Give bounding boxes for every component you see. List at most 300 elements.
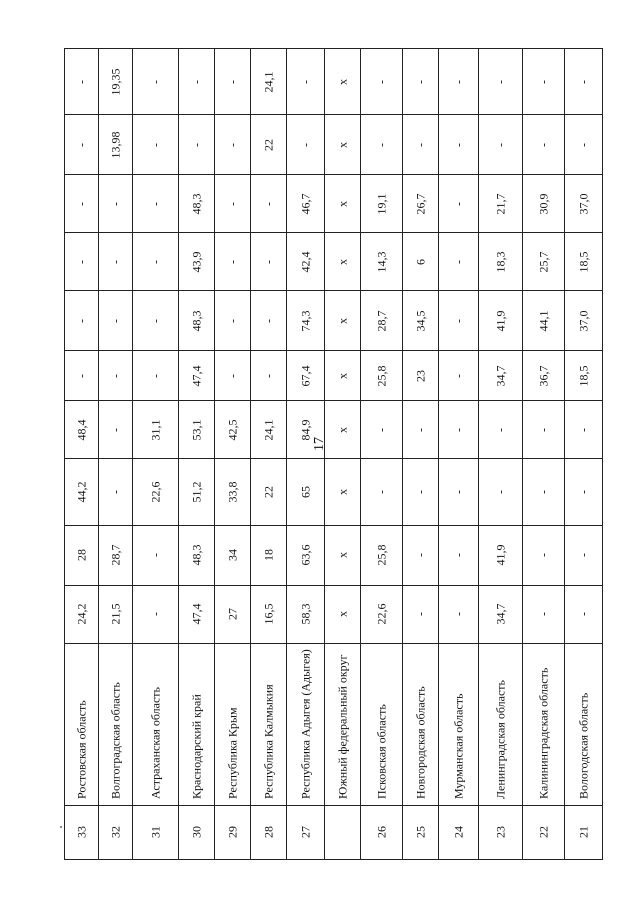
value-text: 65 <box>298 485 312 498</box>
value-cell <box>179 233 215 291</box>
value-cell <box>403 459 439 525</box>
value-cell <box>479 459 523 525</box>
region-name-cell <box>251 643 287 805</box>
value-text: - <box>108 427 122 432</box>
row-number: 33 <box>74 826 88 839</box>
row-number-cell <box>565 805 603 859</box>
value-text: - <box>374 142 388 147</box>
value-text: 37,0 <box>576 310 590 332</box>
value-text: 22,6 <box>374 603 388 625</box>
value-text: 24,2 <box>74 603 88 625</box>
value-text: 14,3 <box>374 251 388 273</box>
value-cell <box>287 351 325 401</box>
value-text: - <box>493 489 507 494</box>
value-cell <box>523 401 565 459</box>
region-name: Астраханская область <box>148 687 162 800</box>
value-text: - <box>451 612 465 617</box>
value-text: - <box>576 79 590 84</box>
value-text: - <box>108 373 122 378</box>
value-cell <box>479 291 523 351</box>
value-cell <box>287 115 325 175</box>
value-cell <box>479 525 523 585</box>
value-text: 25,7 <box>536 251 550 273</box>
table-row <box>65 49 603 115</box>
value-text: - <box>413 612 427 617</box>
value-text: - <box>451 318 465 323</box>
value-cell <box>99 585 133 643</box>
value-cell <box>403 585 439 643</box>
value-cell <box>439 525 479 585</box>
value-cell <box>325 401 361 459</box>
value-cell <box>215 49 251 115</box>
value-cell <box>179 401 215 459</box>
value-text: 48,4 <box>74 419 88 441</box>
value-text: 42,4 <box>298 251 312 273</box>
value-text: х <box>335 488 349 495</box>
row-number: 28 <box>261 826 275 839</box>
value-text: - <box>225 79 239 84</box>
value-text: 48,3 <box>189 310 203 332</box>
value-text: - <box>108 318 122 323</box>
value-cell <box>179 115 215 175</box>
page-number: 17 <box>312 437 327 451</box>
value-cell <box>439 585 479 643</box>
value-cell <box>179 525 215 585</box>
value-cell <box>99 351 133 401</box>
region-name-cell <box>361 643 403 805</box>
region-name: Псковская область <box>374 704 388 800</box>
value-text: - <box>148 318 162 323</box>
value-cell <box>133 525 179 585</box>
value-text: - <box>576 612 590 617</box>
value-cell <box>325 351 361 401</box>
table-row <box>65 291 603 351</box>
value-cell <box>479 351 523 401</box>
value-cell <box>565 585 603 643</box>
table-row <box>65 585 603 643</box>
row-number-cell <box>361 805 403 859</box>
value-cell <box>251 175 287 233</box>
value-cell <box>403 401 439 459</box>
value-text: 18,5 <box>576 365 590 387</box>
value-cell <box>99 459 133 525</box>
data-table-container <box>64 48 590 860</box>
value-cell <box>403 351 439 401</box>
value-cell <box>251 459 287 525</box>
value-text: - <box>451 427 465 432</box>
region-name-cell <box>479 643 523 805</box>
value-cell <box>65 49 99 115</box>
value-cell <box>215 233 251 291</box>
value-cell <box>215 525 251 585</box>
value-text: - <box>451 259 465 264</box>
value-text: 24,1 <box>261 419 275 441</box>
value-text: х <box>335 141 349 148</box>
value-text: 31,1 <box>148 419 162 441</box>
value-cell <box>403 175 439 233</box>
table-row <box>65 525 603 585</box>
value-cell <box>251 49 287 115</box>
value-cell <box>251 351 287 401</box>
value-text: 24,1 <box>261 71 275 93</box>
value-cell <box>215 351 251 401</box>
table-row <box>65 115 603 175</box>
value-text: 63,6 <box>298 544 312 566</box>
value-cell <box>325 291 361 351</box>
value-text: - <box>261 318 275 323</box>
value-cell <box>523 233 565 291</box>
value-cell <box>65 351 99 401</box>
value-text: - <box>451 142 465 147</box>
value-cell <box>215 585 251 643</box>
row-number-cell <box>403 805 439 859</box>
table-row <box>65 805 603 859</box>
value-cell <box>439 401 479 459</box>
value-cell <box>179 585 215 643</box>
value-text: 18,3 <box>493 251 507 273</box>
value-cell <box>215 175 251 233</box>
value-cell <box>565 459 603 525</box>
value-text: - <box>74 79 88 84</box>
value-cell <box>179 49 215 115</box>
region-name: Вологодская область <box>576 693 590 800</box>
value-text: 44,2 <box>74 481 88 503</box>
table-row <box>65 643 603 805</box>
value-cell <box>99 175 133 233</box>
value-cell <box>133 49 179 115</box>
value-text: 21,5 <box>108 603 122 625</box>
value-text: 42,5 <box>225 419 239 441</box>
region-name: Мурманская область <box>451 693 465 800</box>
table-row <box>65 175 603 233</box>
value-text: 22 <box>261 138 275 151</box>
value-cell <box>65 291 99 351</box>
value-text: - <box>261 201 275 206</box>
value-cell <box>325 49 361 115</box>
row-number-cell <box>179 805 215 859</box>
value-cell <box>287 525 325 585</box>
value-text: - <box>148 553 162 558</box>
value-text: - <box>148 259 162 264</box>
value-text: - <box>576 427 590 432</box>
value-text: 18 <box>261 549 275 562</box>
value-text: - <box>225 142 239 147</box>
value-text: - <box>493 427 507 432</box>
value-text: 58,3 <box>298 603 312 625</box>
value-cell <box>439 115 479 175</box>
value-cell <box>133 401 179 459</box>
value-cell <box>565 115 603 175</box>
value-text: - <box>74 373 88 378</box>
value-text: 37,0 <box>576 193 590 215</box>
value-text: 48,3 <box>189 544 203 566</box>
value-text: - <box>451 201 465 206</box>
value-text: х <box>335 552 349 559</box>
region-name: Республика Калмыкия <box>261 684 275 800</box>
value-text: х <box>335 78 349 85</box>
value-cell <box>179 459 215 525</box>
row-number: 26 <box>374 826 388 839</box>
value-text: - <box>536 142 550 147</box>
value-cell <box>133 233 179 291</box>
value-cell <box>361 233 403 291</box>
value-text: 28,7 <box>374 310 388 332</box>
value-cell <box>565 175 603 233</box>
value-text: 34,7 <box>493 365 507 387</box>
value-text: х <box>335 372 349 379</box>
value-text: 21,7 <box>493 193 507 215</box>
value-cell <box>523 175 565 233</box>
value-cell <box>215 291 251 351</box>
region-name-cell <box>99 643 133 805</box>
value-text: - <box>413 79 427 84</box>
row-number: 24 <box>451 826 465 839</box>
value-text: - <box>493 79 507 84</box>
value-text: - <box>413 427 427 432</box>
value-cell <box>133 351 179 401</box>
value-cell <box>403 233 439 291</box>
row-number-cell <box>215 805 251 859</box>
value-cell <box>439 175 479 233</box>
value-cell <box>251 585 287 643</box>
value-text: 19,1 <box>374 193 388 215</box>
value-cell <box>325 115 361 175</box>
value-cell <box>65 115 99 175</box>
region-name-cell <box>215 643 251 805</box>
value-text: - <box>576 489 590 494</box>
value-cell <box>179 291 215 351</box>
table-row <box>65 459 603 525</box>
value-cell <box>215 401 251 459</box>
value-text: 34 <box>225 549 239 562</box>
region-name: Республика Адыгея (Адыгея) <box>298 649 312 800</box>
value-text: 51,2 <box>189 481 203 503</box>
value-cell <box>479 585 523 643</box>
value-text: 43,9 <box>189 251 203 273</box>
value-cell <box>565 351 603 401</box>
region-name-cell <box>179 643 215 805</box>
row-number-cell <box>325 805 361 859</box>
value-text: 48,3 <box>189 193 203 215</box>
region-name-cell <box>523 643 565 805</box>
value-cell <box>565 291 603 351</box>
value-text: - <box>536 427 550 432</box>
value-text: 19,35 <box>108 68 122 96</box>
row-number: 22 <box>536 826 550 839</box>
value-text: - <box>413 489 427 494</box>
value-cell <box>523 459 565 525</box>
value-cell <box>479 401 523 459</box>
region-name-cell <box>403 643 439 805</box>
value-text: - <box>148 201 162 206</box>
value-text: - <box>536 489 550 494</box>
value-text: 18,5 <box>576 251 590 273</box>
value-cell <box>65 525 99 585</box>
value-cell <box>287 175 325 233</box>
value-cell <box>479 115 523 175</box>
value-text: - <box>225 318 239 323</box>
value-text: - <box>148 142 162 147</box>
value-text: - <box>189 79 203 84</box>
region-name-cell <box>439 643 479 805</box>
value-cell <box>361 175 403 233</box>
value-text: 22,6 <box>148 481 162 503</box>
value-text: 44,1 <box>536 310 550 332</box>
region-name: Калининградская область <box>536 667 550 800</box>
value-text: - <box>108 259 122 264</box>
value-cell <box>361 115 403 175</box>
value-text: 47,4 <box>189 365 203 387</box>
value-text: - <box>374 489 388 494</box>
table-row <box>65 351 603 401</box>
region-name: Волгоградская область <box>108 682 122 800</box>
value-cell <box>99 291 133 351</box>
value-text: х <box>335 200 349 207</box>
region-name: Южный федеральный округ <box>335 654 349 800</box>
value-text: - <box>261 259 275 264</box>
value-text: 67,4 <box>298 365 312 387</box>
value-text: - <box>413 142 427 147</box>
value-text: - <box>576 142 590 147</box>
value-text: х <box>335 317 349 324</box>
value-cell <box>361 525 403 585</box>
row-number: 29 <box>225 826 239 839</box>
value-cell <box>325 525 361 585</box>
value-text: - <box>298 79 312 84</box>
value-text: - <box>413 553 427 558</box>
value-text: х <box>335 426 349 433</box>
value-cell <box>523 49 565 115</box>
row-number: 30 <box>189 826 203 839</box>
row-number: 21 <box>576 826 590 839</box>
value-text: 22 <box>261 485 275 498</box>
value-text: 16,5 <box>261 603 275 625</box>
value-cell <box>215 459 251 525</box>
value-text: 28,7 <box>108 544 122 566</box>
value-text: - <box>108 489 122 494</box>
value-text: - <box>451 489 465 494</box>
row-number: 23 <box>493 826 507 839</box>
value-cell <box>287 49 325 115</box>
value-cell <box>439 49 479 115</box>
value-text: - <box>536 79 550 84</box>
value-text: 36,7 <box>536 365 550 387</box>
value-text: х <box>335 258 349 265</box>
value-text: 84,9 <box>298 419 312 441</box>
value-text: - <box>74 259 88 264</box>
value-text: - <box>451 373 465 378</box>
value-text: - <box>576 553 590 558</box>
value-cell <box>403 291 439 351</box>
value-cell <box>65 459 99 525</box>
region-name: Ленинградская область <box>493 680 507 800</box>
value-cell <box>65 233 99 291</box>
value-text: 28 <box>74 549 88 562</box>
value-cell <box>565 525 603 585</box>
region-name: Ростовская область <box>74 700 88 800</box>
value-cell <box>523 525 565 585</box>
value-cell <box>523 115 565 175</box>
value-text: - <box>74 318 88 323</box>
value-text: - <box>148 79 162 84</box>
value-text: - <box>261 373 275 378</box>
row-number-cell <box>251 805 287 859</box>
value-cell <box>479 49 523 115</box>
value-cell <box>99 233 133 291</box>
value-cell <box>287 459 325 525</box>
region-name-cell <box>565 643 603 805</box>
value-text: 74,3 <box>298 310 312 332</box>
value-cell <box>479 175 523 233</box>
value-cell <box>287 401 325 459</box>
value-text: 23 <box>413 369 427 382</box>
region-name: Краснодарский край <box>189 694 203 800</box>
value-text: 25,8 <box>374 544 388 566</box>
table-row <box>65 233 603 291</box>
value-cell <box>479 233 523 291</box>
value-cell <box>523 291 565 351</box>
value-cell <box>99 115 133 175</box>
value-cell <box>361 291 403 351</box>
value-cell <box>99 49 133 115</box>
value-text: 6 <box>413 258 427 265</box>
value-cell <box>287 585 325 643</box>
row-number-cell <box>479 805 523 859</box>
value-text: - <box>189 142 203 147</box>
value-cell <box>99 525 133 585</box>
value-cell <box>523 585 565 643</box>
value-text: 30,9 <box>536 193 550 215</box>
value-cell <box>565 233 603 291</box>
value-cell <box>439 291 479 351</box>
value-cell <box>439 233 479 291</box>
value-text: - <box>74 201 88 206</box>
value-cell <box>215 115 251 175</box>
value-text: - <box>74 142 88 147</box>
value-text: - <box>493 142 507 147</box>
value-cell <box>251 291 287 351</box>
value-text: - <box>374 79 388 84</box>
value-text: 53,1 <box>189 419 203 441</box>
value-text: 47,4 <box>189 603 203 625</box>
row-number-cell <box>99 805 133 859</box>
value-text: - <box>536 553 550 558</box>
value-cell <box>65 401 99 459</box>
region-name-cell <box>65 643 99 805</box>
value-text: 46,7 <box>298 193 312 215</box>
value-text: 41,9 <box>493 310 507 332</box>
value-text: - <box>298 142 312 147</box>
value-text: - <box>451 553 465 558</box>
value-cell <box>439 459 479 525</box>
value-cell <box>403 115 439 175</box>
value-cell <box>565 401 603 459</box>
value-cell <box>99 401 133 459</box>
value-cell <box>325 585 361 643</box>
row-number-cell <box>439 805 479 859</box>
value-text: 27 <box>225 608 239 621</box>
value-text: - <box>225 373 239 378</box>
value-cell <box>361 49 403 115</box>
value-text: - <box>225 259 239 264</box>
value-text: - <box>148 612 162 617</box>
row-number-cell <box>523 805 565 859</box>
value-cell <box>287 291 325 351</box>
row-number: 25 <box>413 826 427 839</box>
row-number: 27 <box>298 826 312 839</box>
data-table <box>64 48 603 860</box>
row-number-cell <box>287 805 325 859</box>
